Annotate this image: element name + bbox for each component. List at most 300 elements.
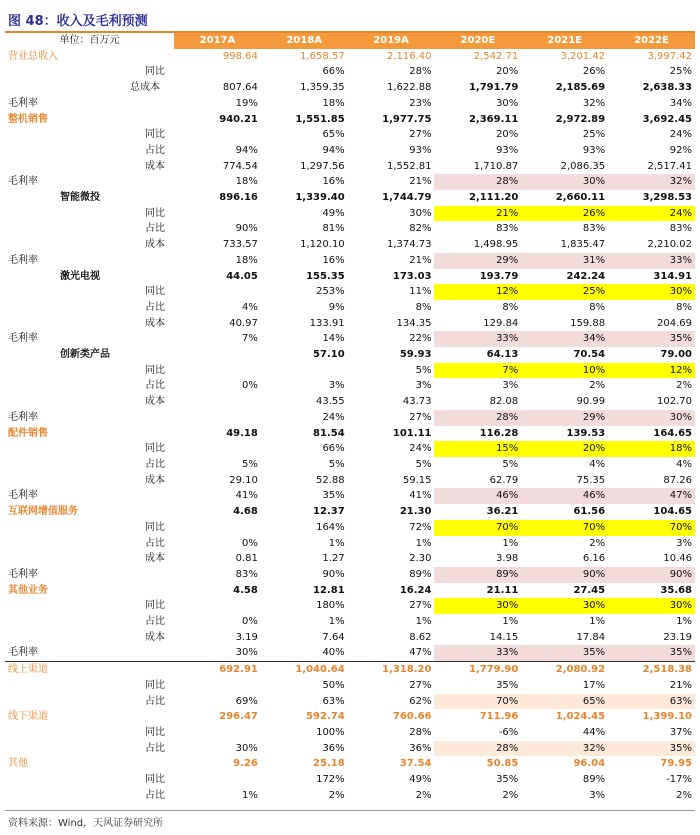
table-row xyxy=(5,426,695,442)
value-cell: 3% xyxy=(676,537,692,549)
value-cell: 711.96 xyxy=(479,711,519,723)
row-label: 创新类产品 xyxy=(60,349,110,361)
value-cell xyxy=(174,206,261,222)
value-cell: 3,298.53 xyxy=(642,192,692,204)
value-cell: 19% xyxy=(235,97,258,109)
value-cell: 1% xyxy=(241,789,258,801)
value-cell: 2% xyxy=(676,789,692,801)
value-cell: 253% xyxy=(316,286,345,298)
value-cell: 72% xyxy=(409,521,432,533)
value-cell: 29.10 xyxy=(229,474,258,486)
table-row xyxy=(5,190,695,206)
value-cell: 28% xyxy=(434,174,521,190)
value-cell: 21% xyxy=(434,206,521,222)
table-row xyxy=(5,112,695,128)
value-cell: 12.81 xyxy=(313,584,345,596)
value-cell: 33% xyxy=(608,253,695,269)
value-cell: 3,692.45 xyxy=(642,113,692,125)
row-label: 占比 xyxy=(145,742,165,754)
row-label: 同比 xyxy=(145,286,165,298)
value-cell: 83% xyxy=(582,223,606,235)
value-cell: 32% xyxy=(521,741,608,757)
value-cell: 116.28 xyxy=(479,427,519,439)
table-row xyxy=(5,363,695,379)
table-row xyxy=(5,159,695,175)
table-row xyxy=(5,143,695,159)
value-cell: 760.66 xyxy=(392,711,432,723)
value-cell: 35% xyxy=(608,331,695,347)
value-cell: 41% xyxy=(235,490,258,502)
value-cell: 173.03 xyxy=(392,270,432,282)
value-cell: 27% xyxy=(409,129,432,141)
value-cell: 204.69 xyxy=(657,317,692,329)
table-row xyxy=(5,583,695,599)
value-cell: 18% xyxy=(235,176,258,188)
row-label: 占比 xyxy=(145,458,165,470)
unit-label: 单位：百万元 xyxy=(5,33,174,49)
row-label: 同比 xyxy=(145,129,165,141)
value-cell: 5% xyxy=(415,458,432,470)
value-cell: 93% xyxy=(409,144,432,156)
value-cell: 20% xyxy=(496,66,519,78)
value-cell: 28% xyxy=(409,66,432,78)
value-cell xyxy=(261,363,348,379)
value-cell: 81% xyxy=(322,223,345,235)
value-cell: 21% xyxy=(409,254,432,266)
value-cell: 692.91 xyxy=(219,664,258,676)
value-cell xyxy=(174,64,261,80)
value-cell: 1,359.35 xyxy=(300,82,345,94)
value-cell: 35% xyxy=(322,490,345,502)
value-cell: 66% xyxy=(322,66,345,78)
row-label: 同比 xyxy=(145,774,165,786)
value-cell: 2,111.20 xyxy=(468,192,519,204)
row-label: 成本 xyxy=(145,396,165,408)
value-cell: 18% xyxy=(608,441,695,457)
value-cell: 49.18 xyxy=(226,427,258,439)
value-cell: 1% xyxy=(415,537,432,549)
value-cell: 35% xyxy=(521,645,608,661)
row-label: 占比 xyxy=(145,616,165,628)
row-label: 成本 xyxy=(145,631,165,643)
value-cell: 33% xyxy=(434,645,521,661)
value-cell: 24% xyxy=(409,443,432,455)
value-cell: 93% xyxy=(582,144,606,156)
value-cell: 17.84 xyxy=(576,631,606,643)
figure-title: 图 48：收入及毛利预测 xyxy=(8,14,148,29)
value-cell: 172% xyxy=(316,774,345,786)
value-cell: 29% xyxy=(521,410,608,426)
value-cell: 4% xyxy=(241,301,258,313)
year-header: 2019A xyxy=(348,33,435,49)
table-row xyxy=(5,662,695,678)
value-cell: 35.68 xyxy=(660,584,692,596)
value-cell: 92% xyxy=(669,144,692,156)
value-cell: 11% xyxy=(409,286,432,298)
value-cell: 998.64 xyxy=(222,50,258,62)
value-cell: 2% xyxy=(328,789,345,801)
value-cell: 43.55 xyxy=(316,396,345,408)
row-label: 毛利率 xyxy=(8,254,38,266)
value-cell: 28% xyxy=(434,410,521,426)
value-cell: 5% xyxy=(328,458,345,470)
value-cell: 32% xyxy=(582,97,606,109)
value-cell: 10.46 xyxy=(663,553,692,565)
value-cell: 46% xyxy=(521,488,608,504)
value-cell: 28% xyxy=(409,726,432,738)
table-row xyxy=(5,174,695,190)
value-cell: 24% xyxy=(608,206,695,222)
row-label: 配件销售 xyxy=(8,427,48,439)
value-cell: 296.47 xyxy=(219,711,258,723)
value-cell: 89% xyxy=(434,567,521,583)
value-cell xyxy=(174,347,261,363)
row-label: 同比 xyxy=(145,207,165,219)
value-cell: 2% xyxy=(502,789,519,801)
value-cell xyxy=(174,410,261,426)
table-row xyxy=(5,49,695,65)
value-cell: 70% xyxy=(434,520,521,536)
value-cell: 8.62 xyxy=(409,631,432,643)
value-cell: 807.64 xyxy=(222,82,258,94)
table-row xyxy=(5,709,695,725)
table-row xyxy=(5,221,695,237)
value-cell: 36.21 xyxy=(486,506,519,518)
value-cell: 1,622.88 xyxy=(386,82,432,94)
value-cell: 23% xyxy=(409,97,432,109)
bottom-rule xyxy=(5,810,695,811)
value-cell: 7% xyxy=(241,333,258,345)
row-label: 毛利率 xyxy=(8,333,38,345)
value-cell: 40% xyxy=(261,645,348,661)
row-label: 占比 xyxy=(145,144,165,156)
value-cell: 12% xyxy=(434,284,521,300)
value-cell: 94% xyxy=(235,144,258,156)
value-cell: 30% xyxy=(608,284,695,300)
table-row xyxy=(5,567,695,583)
value-cell: 30% xyxy=(174,645,261,661)
value-cell: 43.73 xyxy=(402,396,432,408)
value-cell: 592.74 xyxy=(306,711,345,723)
value-cell: 79.95 xyxy=(660,758,692,770)
value-cell: 2,660.11 xyxy=(555,192,606,204)
value-cell: 2,517.41 xyxy=(647,160,692,172)
value-cell: 733.57 xyxy=(222,239,258,251)
value-cell: 93% xyxy=(496,144,519,156)
value-cell: 30% xyxy=(608,598,695,614)
value-cell: 83% xyxy=(669,223,692,235)
row-label: 毛利率 xyxy=(5,645,174,661)
table-row xyxy=(5,347,695,363)
value-cell: 35% xyxy=(608,741,695,757)
value-cell: 1.27 xyxy=(322,553,345,565)
table-row xyxy=(5,741,695,757)
value-cell: 8% xyxy=(502,301,519,313)
value-cell: 2,185.69 xyxy=(555,82,606,94)
row-label: 毛利率 xyxy=(8,176,38,188)
value-cell: 27% xyxy=(409,679,432,691)
value-cell: 47% xyxy=(348,645,435,661)
value-cell: 2,116.40 xyxy=(386,50,432,62)
row-label: 其他 xyxy=(8,758,28,770)
value-cell: 8% xyxy=(589,301,606,313)
year-header: 2018A xyxy=(261,33,348,49)
row-label: 占比 xyxy=(145,301,165,313)
row-label: 同比 xyxy=(145,600,165,612)
value-cell xyxy=(174,441,261,457)
table-row xyxy=(5,536,695,552)
value-cell: 2% xyxy=(415,789,432,801)
value-cell: 64.13 xyxy=(486,349,519,361)
year-header: 2021E xyxy=(521,33,608,49)
value-cell: 314.91 xyxy=(653,270,692,282)
value-cell xyxy=(174,772,261,788)
value-cell: 1,779.90 xyxy=(468,664,519,676)
value-cell: 25% xyxy=(521,284,608,300)
value-cell: 129.84 xyxy=(483,317,519,329)
value-cell: 1,551.85 xyxy=(295,113,345,125)
row-label: 线下渠道 xyxy=(8,711,48,723)
value-cell: 2,542.71 xyxy=(473,50,519,62)
value-cell: 4% xyxy=(676,458,692,470)
value-cell: 70% xyxy=(521,520,608,536)
value-cell: 14.15 xyxy=(489,631,519,643)
value-cell: 35% xyxy=(496,774,519,786)
value-cell: 14% xyxy=(322,333,345,345)
table-row xyxy=(5,473,695,489)
row-label: 占比 xyxy=(145,380,165,392)
table-row xyxy=(5,614,695,630)
value-cell: 26% xyxy=(521,206,608,222)
value-cell: 101.11 xyxy=(392,427,432,439)
year-header: 2020E xyxy=(434,33,521,49)
value-cell: 193.79 xyxy=(479,270,519,282)
value-cell xyxy=(174,678,261,694)
value-cell: 164% xyxy=(316,521,345,533)
value-cell: 32% xyxy=(608,174,695,190)
value-cell: 1,339.40 xyxy=(295,192,345,204)
value-cell: 63% xyxy=(322,695,345,707)
value-cell: 1,318.20 xyxy=(382,664,432,676)
value-cell: 15% xyxy=(434,441,521,457)
table-row xyxy=(5,488,695,504)
value-cell: 70.54 xyxy=(573,349,606,361)
value-cell: 6.16 xyxy=(582,553,606,565)
table-row xyxy=(5,300,695,316)
value-cell: 90% xyxy=(521,567,608,583)
value-cell: 20% xyxy=(521,441,608,457)
table-row xyxy=(5,378,695,394)
table-row xyxy=(5,394,695,410)
table-row xyxy=(5,441,695,457)
table-row xyxy=(5,206,695,222)
value-cell: 16.24 xyxy=(399,584,432,596)
table-row xyxy=(5,316,695,332)
value-cell: 44.05 xyxy=(226,270,258,282)
row-label: 同比 xyxy=(145,679,165,691)
value-cell: 16% xyxy=(322,176,345,188)
value-cell: 1,024.45 xyxy=(555,711,606,723)
value-cell: 2,518.38 xyxy=(642,664,692,676)
value-cell: 25% xyxy=(669,66,692,78)
value-cell: 12% xyxy=(608,363,695,379)
value-cell: 1,658.57 xyxy=(300,50,345,62)
value-cell: 18% xyxy=(322,97,345,109)
value-cell: 940.21 xyxy=(219,113,258,125)
row-label: 营业总收入 xyxy=(8,50,58,62)
value-cell: 75.35 xyxy=(576,474,606,486)
table-row xyxy=(5,127,695,143)
value-cell: 40.97 xyxy=(229,317,258,329)
row-label: 智能微投 xyxy=(60,192,100,204)
table-row xyxy=(5,80,695,96)
value-cell: 17% xyxy=(582,679,606,691)
value-cell: 50.85 xyxy=(486,758,519,770)
value-cell: 1,552.81 xyxy=(386,160,432,172)
value-cell xyxy=(174,284,261,300)
value-cell: 30% xyxy=(521,174,608,190)
value-cell: 27% xyxy=(409,411,432,423)
value-cell: 24% xyxy=(669,129,692,141)
value-cell xyxy=(174,394,261,410)
value-cell: 4.58 xyxy=(233,584,258,596)
value-cell: 9.26 xyxy=(233,758,258,770)
table-row xyxy=(5,410,695,426)
value-cell: 30% xyxy=(521,598,608,614)
value-cell xyxy=(174,363,261,379)
row-label: 成本 xyxy=(145,317,165,329)
table-row xyxy=(5,457,695,473)
value-cell: 1% xyxy=(415,616,432,628)
value-cell: 2,972.89 xyxy=(555,113,606,125)
value-cell: 22% xyxy=(409,333,432,345)
value-cell: 7% xyxy=(434,363,521,379)
value-cell: 26% xyxy=(582,66,606,78)
value-cell: 155.35 xyxy=(306,270,345,282)
value-cell: 37.54 xyxy=(399,758,432,770)
table-row xyxy=(5,788,695,804)
value-cell: 34% xyxy=(669,97,692,109)
table-row xyxy=(5,551,695,567)
value-cell: 18% xyxy=(235,254,258,266)
value-cell: 36% xyxy=(409,742,432,754)
value-cell: 41% xyxy=(409,490,432,502)
value-cell: 164.65 xyxy=(653,427,692,439)
value-cell: 90.99 xyxy=(576,396,606,408)
value-cell: 79.00 xyxy=(660,349,692,361)
value-cell: 57.10 xyxy=(313,349,345,361)
table-row xyxy=(5,630,695,646)
value-cell: 1,498.95 xyxy=(473,239,519,251)
table-row xyxy=(5,237,695,253)
value-cell xyxy=(174,598,261,614)
value-cell: 0% xyxy=(241,616,258,628)
value-cell: 29% xyxy=(434,253,521,269)
row-label: 毛利率 xyxy=(8,490,38,502)
value-cell: 59.15 xyxy=(402,474,432,486)
value-cell: 3% xyxy=(589,789,606,801)
value-cell: 70% xyxy=(434,694,521,710)
value-cell: 2,210.02 xyxy=(647,239,692,251)
value-cell: -6% xyxy=(498,726,519,738)
row-label: 同比 xyxy=(145,66,165,78)
value-cell: 33% xyxy=(434,331,521,347)
value-cell: 90% xyxy=(235,223,258,235)
value-cell: 23.19 xyxy=(663,631,692,643)
value-cell: 50% xyxy=(322,679,345,691)
value-cell: 4% xyxy=(589,458,606,470)
value-cell: 81.54 xyxy=(313,427,345,439)
value-cell: 70% xyxy=(608,520,695,536)
row-label: 成本 xyxy=(145,553,165,565)
value-cell: 2% xyxy=(589,380,606,392)
value-cell: 36% xyxy=(322,742,345,754)
value-cell: 3,201.42 xyxy=(560,50,606,62)
row-label: 成本 xyxy=(145,160,165,172)
table-row xyxy=(5,64,695,80)
table-row xyxy=(5,725,695,741)
row-label: 占比 xyxy=(145,537,165,549)
value-cell: 24% xyxy=(322,411,345,423)
value-cell: 242.24 xyxy=(566,270,606,282)
value-cell: 66% xyxy=(322,443,345,455)
value-cell: 30% xyxy=(434,598,521,614)
value-cell: 37% xyxy=(669,726,692,738)
year-header: 2022E xyxy=(608,33,695,49)
table-row xyxy=(5,645,695,661)
row-label: 成本 xyxy=(145,239,165,251)
value-cell: 47% xyxy=(608,488,695,504)
value-cell xyxy=(174,127,261,143)
value-cell: 1,977.75 xyxy=(382,113,432,125)
value-cell: 1% xyxy=(589,616,606,628)
table-row xyxy=(5,520,695,536)
value-cell xyxy=(174,520,261,536)
value-cell: 5% xyxy=(241,458,258,470)
value-cell: 774.54 xyxy=(222,160,258,172)
row-label: 占比 xyxy=(145,695,165,707)
value-cell: 69% xyxy=(235,695,258,707)
value-cell: 8% xyxy=(415,301,432,313)
value-cell: 90% xyxy=(322,568,345,580)
value-cell: 896.16 xyxy=(219,192,258,204)
row-label: 毛利率 xyxy=(8,568,38,580)
value-cell: 3,997.42 xyxy=(647,50,692,62)
value-cell: 28% xyxy=(434,741,521,757)
value-cell: 0% xyxy=(241,380,258,392)
value-cell: 0% xyxy=(241,537,258,549)
value-cell: 104.65 xyxy=(653,506,692,518)
value-cell: 49% xyxy=(322,207,345,219)
value-cell: 21% xyxy=(409,176,432,188)
value-cell: 3% xyxy=(328,380,345,392)
row-label: 同比 xyxy=(145,443,165,455)
value-cell: 25.18 xyxy=(313,758,345,770)
value-cell: 1% xyxy=(328,616,345,628)
value-cell: 1,710.87 xyxy=(473,160,519,172)
value-cell: 31% xyxy=(521,253,608,269)
value-cell: 139.53 xyxy=(566,427,606,439)
value-cell: 35% xyxy=(608,645,695,661)
table-row xyxy=(5,756,695,772)
value-cell: 0.81 xyxy=(235,553,258,565)
value-cell: 2% xyxy=(676,380,692,392)
row-label: 其他业务 xyxy=(8,584,48,596)
row-label: 总成本 xyxy=(130,82,160,94)
table-row xyxy=(5,772,695,788)
value-cell: 1% xyxy=(502,616,519,628)
value-cell: 44% xyxy=(582,726,606,738)
